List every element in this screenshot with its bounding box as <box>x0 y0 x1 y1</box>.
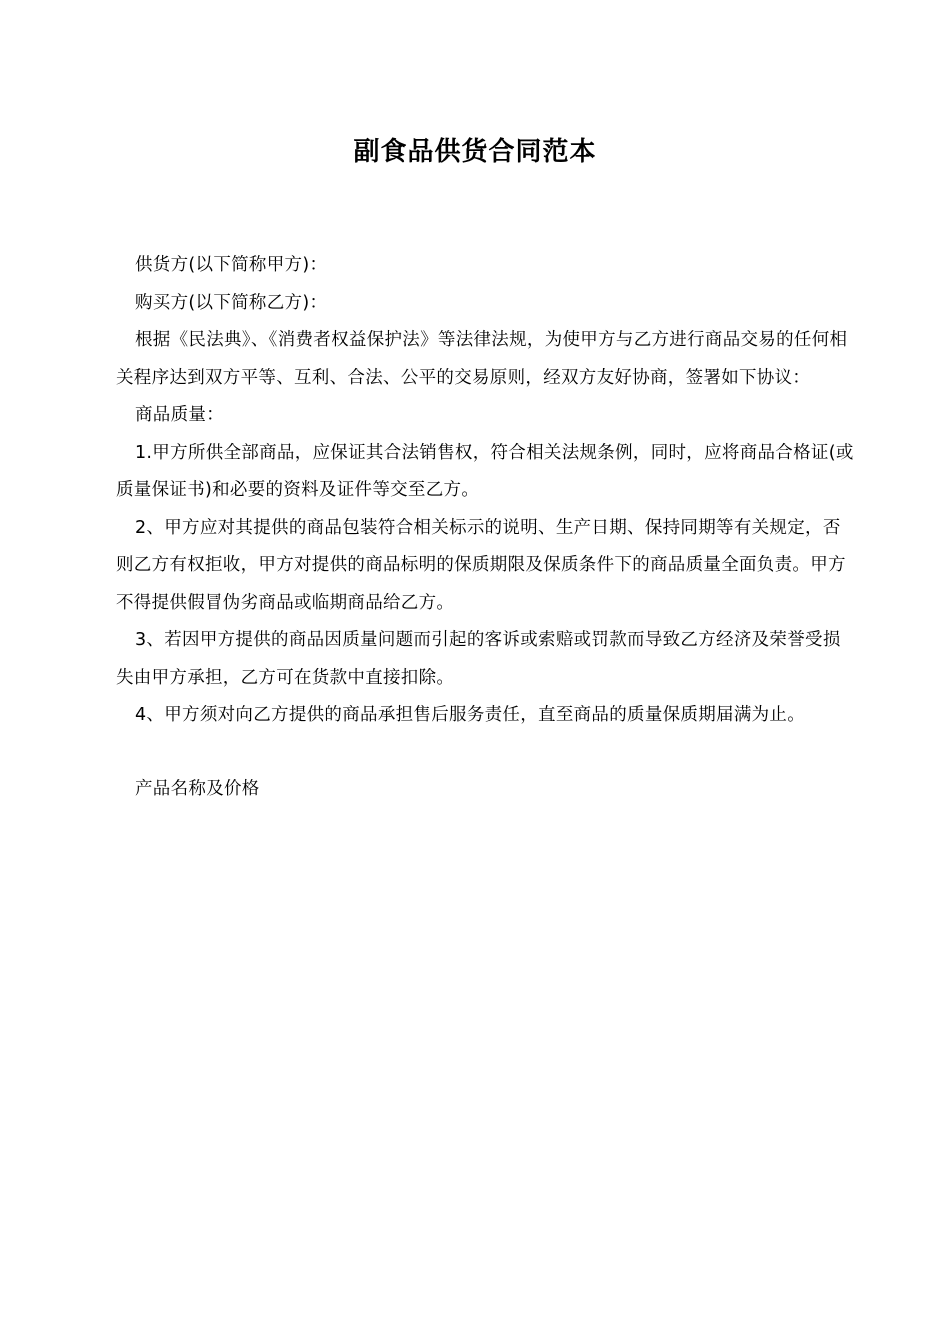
preamble-paragraph: 根据《民法典》、《消费者权益保护法》等法律法规，为使甲方与乙方进行商品交易的任何相关程序达到双方平等、互利、合法、公平的交易原则，经双方友好协商，签署如下协议： <box>116 330 848 388</box>
section-heading-quality: 商品质量： <box>135 405 224 425</box>
clause-2: 2、甲方应对其提供的商品包装符合相关标示的说明、生产日期、保持同期等有关规定，否则乙方有权拒收，甲方对提供的商品标明的保质期限及保质条件下的商品质量全面负责。甲方不得提供假冒伪劣商品或临期商品给乙方。 <box>116 517 846 613</box>
purchaser-line: 购买方(以下简称乙方)： <box>135 292 328 313</box>
section-spacer <box>116 735 856 771</box>
supplier-line: 供货方(以下简称甲方)： <box>135 255 328 275</box>
section-heading-products: 产品名称及价格 <box>135 778 260 799</box>
document-body <box>116 247 856 808</box>
clause-4: 4、甲方须对向乙方提供的商品承担售后服务责任，直至商品的质量保质期届满为止。 <box>135 705 806 725</box>
document-title: 副食品供货合同范本 <box>353 137 597 167</box>
clause-1: 1.甲方所供全部商品，应保证其合法销售权，符合相关法规条例，同时，应将商品合格证(或质量保证书)和必要的资料及证件等交至乙方。 <box>116 442 854 500</box>
clause-3: 3、若因甲方提供的商品因质量问题而引起的客诉或索赔或罚款而导致乙方经济及荣誉受损失由甲方承担，乙方可在货款中直接扣除。 <box>116 630 841 688</box>
